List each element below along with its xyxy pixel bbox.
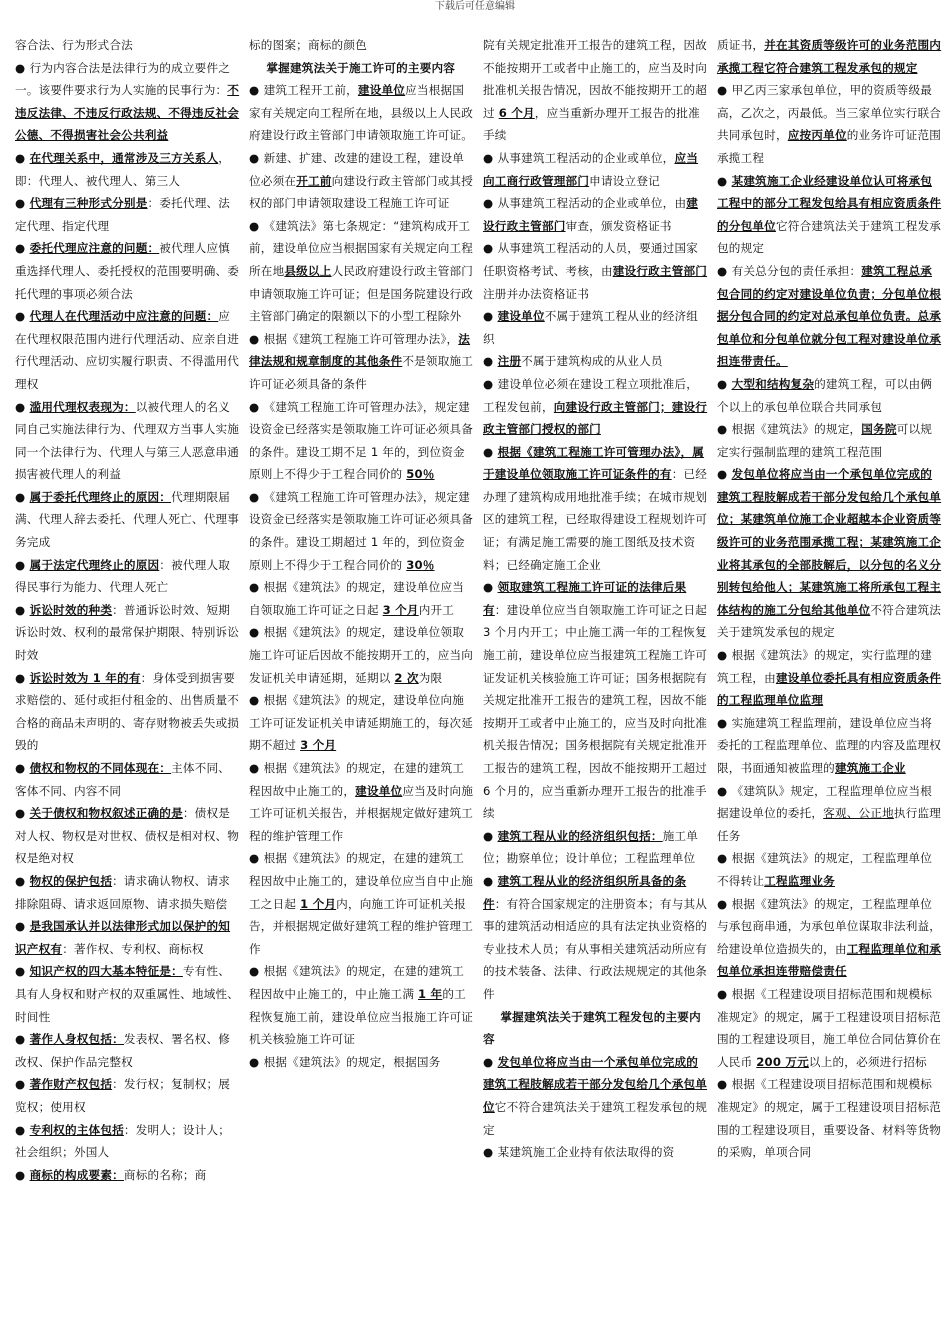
column-4 [717, 34, 942, 1334]
paragraph [717, 260, 942, 373]
paragraph-text: ，即：代理人、被代理人、第三人 [15, 150, 231, 188]
emphasized-text: 不违反法律、不违反行政法规、不得违反社会公德、不得损害社会公共利益 [15, 83, 240, 143]
paragraph-text: 《建筑工程施工许可管理办法》，规定建设资金已经落实是领取施工许可证必须具备的条件。建设工期超过 1 年的，到位资金原则上不得少于工程合同价的 [249, 489, 474, 572]
paragraph-text: 的建筑工程，可以由俩个以上的承包单位联合共同承包 [717, 376, 933, 414]
paragraph [15, 870, 240, 915]
paragraph [483, 192, 708, 237]
paragraph-text: 为限 [418, 670, 443, 685]
paragraph-text: 行为内容合法是法律行为的成立要件之一。该要件要求行为人实施的民事行为： [15, 60, 231, 98]
paragraph-text: ：有符合国家规定的注册资本；有与其从事的建筑活动相适应的具有法定执业资格的专业技术人员；有从事相关建筑活动所应有的技术装备、法律、行政法规规定的其他条件 [483, 896, 708, 1001]
paragraph-text: 以被代理人的名义同自己实施法律行为、代理双方当事人实施同一个法律行为、代理人与第三人恶意串通损害被代理人的利益 [15, 399, 240, 482]
paragraph-text: 代理期限届满、代理人辞去委托、代理人死亡、代理事务完成 [15, 489, 240, 550]
paragraph-text: 建设单位必须在建设工程立项批准后，工程发包前， [483, 376, 699, 414]
paragraph-text: 审查，颁发资格证书 [565, 218, 672, 233]
paragraph-text: 它不符合建筑法关于建筑工程发承包的规定 [483, 1099, 708, 1137]
paragraph [717, 463, 942, 644]
paragraph-text: 人民政府建设行政主管部门申请领取施工许可证；但是国务院建设行政主管部门确定的限额以下的小型工程除外 [249, 263, 474, 324]
columns-container [15, 34, 942, 1334]
paragraph [717, 780, 942, 848]
paragraph [717, 34, 942, 79]
paragraph-text: 它符合建筑法关于建筑工程发承包的规定 [717, 218, 942, 256]
emphasized-text: 并在其资质等级许可的业务范围内承揽工程它符合建筑工程发承包的规定 [717, 38, 942, 75]
paragraph-text: 申请设立登记 [589, 173, 660, 188]
paragraph-text: 不属于建筑工程从业的经济组织 [483, 309, 699, 346]
paragraph [483, 147, 708, 192]
paragraph-text: 根据《建筑工程施工许可管理办法》， [263, 331, 459, 346]
paragraph-text: 根据《工程建设项目招标范围和规模标准规定》的规定，属于工程建设项目招标范围的工程建设项目，施工单位合同估算价在人民币 [717, 986, 942, 1069]
paragraph-text: ：身体受到损害要求赔偿的、延付或拒付租金的、出售质量不合格的商品未声明的、寄存财物被丢失或损毁的 [15, 670, 240, 753]
paragraph-text: 《建筑法》第七条规定：“建筑构成开工前，建设单位应当根据国家有关规定向工程所在地 [249, 218, 474, 278]
paragraph [249, 79, 474, 147]
paragraph [483, 1051, 708, 1141]
emphasized-text: 是我国承认并以法律形式加以保护的知识产权有 [15, 919, 231, 956]
paragraph [15, 1073, 240, 1118]
paragraph-text: 根据《建筑法》的规定， [731, 422, 862, 437]
emphasized-text: 应按丙单位 [787, 128, 847, 143]
paragraph-text: 商标的名称；商 [123, 1167, 207, 1182]
emphasized-text: 知识产权的四大基本特征是： [29, 964, 183, 979]
emphasized-text: 建设单位委托具有相应资质条件的工程监理单位监理 [717, 670, 942, 708]
paragraph [717, 170, 942, 260]
paragraph [483, 1141, 708, 1164]
paragraph-text: ：发行权；复制权；展览权；使用权 [15, 1077, 231, 1114]
emphasized-text: 诉讼时效的种类 [29, 602, 113, 617]
paragraph [15, 396, 240, 486]
paragraph [15, 1028, 240, 1073]
emphasized-text: 开工前 [296, 173, 332, 188]
emphasized-text: 代理有三种形式分别是 [29, 196, 148, 211]
paragraph-text: 应当根据国家有关规定向工程所在地，县级以上人民政府建设行政主管部门申请领取施工许可证。 [249, 83, 474, 143]
emphasized-text: 50％ [406, 467, 435, 482]
paragraph [483, 305, 708, 350]
paragraph-text: 执行监理任务 [717, 806, 942, 843]
emphasized-text: 建设行政主管部门 [483, 196, 699, 233]
paragraph [15, 305, 240, 395]
paragraph [483, 34, 708, 147]
emphasized-text: 领取建筑工程施工许可证的法律后果有 [483, 580, 687, 617]
paragraph-text: 应在代理权限范围内进行代理活动、应亲自进行代理活动、应切实履行职责、不得滥用代理权 [15, 309, 240, 391]
emphasized-text: 县级以上 [284, 263, 332, 278]
paragraph-text: 建筑工程开工前， [263, 83, 358, 98]
paragraph [483, 576, 708, 825]
paragraph [15, 802, 240, 870]
paragraph [15, 237, 240, 305]
emphasized-text: 专利权的主体包括 [29, 1122, 124, 1137]
emphasized-text: 建设行政主管部门 [612, 263, 708, 278]
section-heading [249, 57, 474, 80]
paragraph-text: 《建筑工程施工许可管理办法》，规定建设资金已经落实是领取施工许可证必须具备的条件。建设工期不足 1 年的，到位资金原则上不得少于工程合同价的 [249, 399, 474, 482]
paragraph-text: ：普通诉讼时效、短期诉讼时效、权利的最常保护期限、特别诉讼时效 [15, 602, 240, 663]
emphasized-text: 在代理关系中，通常涉及三方关系人 [29, 150, 219, 165]
paragraph [15, 57, 240, 147]
emphasized-text: 发包单位将应当由一个承包单位完成的建筑工程肢解成若干部分发包给几个承包单位 [483, 1054, 708, 1114]
emphasized-text: 3 个月 [382, 602, 419, 617]
section-heading [483, 1006, 708, 1051]
paragraph-text: 不是领取施工许可证必须具备的条件 [249, 354, 474, 391]
paragraph [15, 192, 240, 237]
paragraph [717, 847, 942, 892]
paragraph [717, 644, 942, 712]
paragraph [15, 757, 240, 802]
paragraph [249, 147, 474, 215]
emphasized-text: 著作财产权包括 [29, 1077, 113, 1092]
emphasized-text: 滥用代理权表现为： [29, 399, 136, 414]
paragraph [483, 373, 708, 441]
paragraph-text: 不属于建筑构成的从业人员 [521, 354, 663, 369]
paragraph [249, 34, 474, 57]
paragraph-text: 内，向施工许可证机关报告，并根据规定做好建筑工程的维护管理工作 [249, 896, 474, 956]
emphasized-text: 诉讼时效为 1 年的有 [29, 670, 141, 685]
paragraph [249, 328, 474, 396]
paragraph-text: 容合法、行为形式合法 [15, 38, 133, 52]
paragraph [717, 712, 942, 780]
paragraph-text: 根据《建筑法》的规定，在建的建筑工程因故中止施工的，建设单位应当自中止施工之日起 [249, 851, 474, 911]
emphasized-text: 法律法规和规章制度的其他条件 [249, 331, 471, 369]
paragraph-text: 根据《建筑法》的规定，建设单位领取施工许可证后因故不能按期开工的，应当向发证机关申请延期，延期以 [249, 625, 474, 685]
paragraph-text: 根据《建筑法》的规定，工程监理单位不得转让 [717, 851, 933, 888]
paragraph-text: 根据《建筑法》的规定，建设单位应当自领取施工许可证之日起 [249, 580, 465, 617]
paragraph [249, 576, 474, 621]
paragraph-text: 某建筑施工企业持有依法取得的资 [497, 1145, 675, 1160]
emphasized-text: 物权的保护包括 [29, 873, 113, 888]
emphasized-text: 建设单位 [357, 83, 406, 98]
paragraph [15, 486, 240, 554]
paragraph-text: 不符合建筑法关于建筑发承包的规定 [717, 602, 942, 640]
paragraph [249, 1051, 474, 1074]
paragraph [483, 237, 708, 305]
column-2 [249, 34, 474, 1334]
paragraph-text: 专有性、具有人身权和财产权的双重属性、地域性、时间性 [15, 964, 240, 1024]
paragraph-text: 发表权、署名权、修改权、保护作品完整权 [15, 1032, 231, 1069]
paragraph [483, 870, 708, 1006]
paragraph-text: 质证书， [717, 38, 765, 52]
paragraph-text: 注册并办法资格证书 [483, 286, 590, 301]
paragraph [249, 689, 474, 757]
emphasized-text: 属于委托代理终止的原因： [29, 489, 172, 504]
paragraph [249, 621, 474, 689]
emphasized-text: 工程监理业务 [764, 873, 835, 888]
emphasized-text: 1 年 [418, 986, 443, 1001]
emphasized-text: 应当向工商行政管理部门 [483, 150, 699, 188]
emphasized-text: 200 万元 [756, 1054, 809, 1069]
paragraph-text: 的工程恢复施工前，建设单位应当报施工许可证机关核验施工许可证 [249, 986, 474, 1047]
emphasized-text: 属于法定代理终止的原因 [29, 557, 160, 572]
emphasized-text: 建筑施工企业 [834, 761, 906, 775]
emphasized-text: 发包单位将应当由一个承包单位完成的建筑工程肢解成若干部分发包给几个承包单位；某建筑单位施工企业超越本企业资质等级许可的业务范围承揽工程；某建筑施工企业将其承包的全部肢解后，以分包的名义分别转包给他人；某建筑施工将所承包工程主体结构的施工分包给其他单位 [717, 467, 942, 617]
emphasized-text: 30％ [406, 557, 435, 572]
paragraph-text: 从事建筑工程活动的人员，要通过国家任职资格考试、考核，由 [483, 241, 699, 278]
emphasized-text: 委托代理应注意的问题： [29, 241, 160, 256]
paragraph-text: 根据《建筑法》的规定，工程监理单位与承包商串通，为承包单位谋取非法利益，给建设单位造损失的，由 [717, 896, 942, 956]
paragraph-text: 掌握建筑法关于施工许可的主要内容 [266, 60, 456, 75]
paragraph-text: 根据《建筑法》的规定，根据国务 [263, 1054, 441, 1069]
paragraph-text: ：请求确认物权、请求排除阻碍、请求返回原物、请求损失赔偿 [15, 873, 231, 911]
paragraph [15, 147, 240, 192]
emphasized-text: 6 个月 [498, 105, 535, 120]
paragraph-text: 根据《工程建设项目招标范围和规模标准规定》的规定，属于工程建设项目招标范围的工程建设项目，重要设备、材料等货物的采购，单项合同 [717, 1077, 942, 1160]
paragraph [717, 79, 942, 169]
paragraph-text: 被代理人应慎重选择代理人、委托授权的范围要明确、委托代理的事项必须合法 [15, 241, 240, 301]
paragraph [717, 1073, 942, 1163]
paragraph-text: 从事建筑工程活动的企业或单位，由 [497, 196, 687, 211]
emphasized-text: 客观、公正地 [823, 806, 894, 821]
paragraph [15, 599, 240, 667]
column-3 [483, 34, 708, 1334]
emphasized-text: 建筑工程从业的经济组织所具备的条件 [483, 873, 687, 911]
emphasized-text: 注册 [497, 354, 522, 369]
paragraph-text: ：委托代理、法定代理、指定代理 [15, 196, 231, 233]
paragraph [15, 1164, 240, 1187]
paragraph [15, 960, 240, 1028]
paragraph [483, 350, 708, 373]
paragraph-text: 有关总分包的责任承担： [731, 263, 862, 278]
emphasized-text: 著作人身权包括： [29, 1032, 124, 1047]
emphasized-text: 商标的构成要素： [29, 1167, 124, 1182]
paragraph-text: 应当及时向施工许可证机关报告，并根据规定做好建筑工程的维护管理工作 [249, 783, 474, 843]
paragraph-text: 《建筑队》规定，工程监理单位应当根据建设单位的委托， [717, 783, 933, 821]
paragraph-text: 根据《建筑法》的规定，建设单位向施工许可证发证机关申请延期施工的，每次延期不超过 [249, 693, 474, 753]
paragraph [249, 396, 474, 486]
paragraph-text: ：发明人；设计人；社会组织；外国人 [15, 1122, 231, 1160]
emphasized-text: 建设单位 [355, 783, 403, 798]
paragraph [15, 667, 240, 757]
paragraph [249, 847, 474, 960]
paragraph-text: 从事建筑工程活动的企业或单位， [497, 150, 675, 165]
paragraph-text: 院有关规定批准开工报告的建筑工程，因故不能按期开工或者中止施工的，应当及时向批准机关报告情况，因故不能按期开工的超过 [483, 38, 708, 120]
paragraph-text: ：著作权、专利权、商标权 [62, 941, 204, 956]
paragraph-text: ：建设单位应当自领取施工许可证之日起 3 个月内开工；中止施工满一年的工程恢复施工前，建设单位应当报建筑工程施工许可证发证机关核验施工许可证；国务根据院有关规定批准开工报告的建筑工程，因故不能按期开工或者中止施工的，应当及时向批准机关报告情况；国务根据院有关规定批准开工报告的建筑工程，因故不能按期开工超过 6 个月的，应当重新办理开工报告的批准手续 [483, 602, 708, 821]
paragraph [15, 554, 240, 599]
emphasized-text: 根据《建筑工程施工许可管理办法》，属于建设单位领取施工许可证条件的有 [483, 444, 705, 482]
page-header: 下载后可任意编辑 [435, 1, 515, 12]
paragraph [483, 825, 708, 870]
paragraph-text: 以上的，必须进行招标 [808, 1054, 927, 1069]
paragraph [483, 441, 708, 577]
paragraph-text: 向建设行政主管部门或其授权的部门申请领取建设工程施工许可证 [249, 173, 474, 211]
paragraph-text: ，应当重新办理开工报告的批准手续 [483, 105, 700, 143]
emphasized-text: 关于债权和物权叙述正确的是 [29, 806, 183, 821]
emphasized-text: 工程监理单位和承包单位承担连带赔偿责任 [717, 941, 942, 979]
paragraph [15, 1119, 240, 1164]
paragraph [15, 34, 240, 57]
column-1 [15, 34, 240, 1334]
paragraph [717, 373, 942, 418]
paragraph [717, 983, 942, 1073]
emphasized-text: 国务院 [861, 422, 897, 437]
paragraph-text: ：债权是对人权、物权是对世权、债权是相对权、物权是绝对权 [15, 806, 240, 866]
paragraph-text: ：被代理人取得民事行为能力、代理人死亡 [15, 557, 231, 595]
emphasized-text: 建筑工程总承包合同的约定对建设单位负责；分包单位根据分包合同的约定对总承包单位负责。总承包单位和分包单位就分包工程对建设单位承担连带责任。 [717, 263, 942, 369]
paragraph-text: 内开工 [418, 602, 455, 617]
paragraph [249, 486, 474, 576]
paragraph-text: 主体不同、客体不同、内容不同 [15, 761, 231, 798]
paragraph [249, 757, 474, 847]
emphasized-text: 某建筑施工企业经建设单位认可将承包工程中的部分工程发包给具有相应资质条件的分包单位 [717, 173, 942, 233]
paragraph [249, 960, 474, 1050]
paragraph-text: 掌握建筑法关于建筑工程发包的主要内容 [483, 1009, 701, 1047]
emphasized-text: 3 个月 [300, 738, 337, 753]
paragraph [717, 893, 942, 983]
emphasized-text: 建筑工程从业的经济组织包括： [497, 828, 663, 843]
emphasized-text: 建设单位 [497, 309, 545, 324]
emphasized-text: 2 次 [394, 670, 419, 685]
paragraph-text: 根据《建筑法》的规定，实行监理的建筑工程，由 [717, 648, 933, 685]
paragraph [249, 215, 474, 328]
paragraph-text: 甲乙丙三家承包单位，甲的资质等级最高，乙次之，丙最低。当三家单位实行联合共同承包时， [717, 83, 942, 143]
emphasized-text: 债权和物权的不同体现在： [29, 761, 172, 775]
paragraph-text: 实施建筑工程监理前，建设单位应当将委托的工程监理单位、监理的内容及监理权限，书面通知被监理的 [717, 715, 942, 775]
emphasized-text: 1 个月 [300, 896, 337, 911]
emphasized-text: 大型和结构复杂 [731, 376, 815, 391]
paragraph-text: 标的图案；商标的颜色 [249, 38, 367, 52]
paragraph [15, 915, 240, 960]
paragraph-text: 可以规定实行强制监理的建筑工程范围 [717, 422, 933, 459]
paragraph-text: 新建、扩建、改建的建设工程，建设单位必须在 [249, 150, 465, 188]
paragraph-text: 根据《建筑法》的规定，在建的建筑工程因故中止施工的， [249, 761, 465, 798]
emphasized-text: 代理人在代理活动中应注意的问题： [29, 309, 219, 324]
paragraph [717, 418, 942, 463]
emphasized-text: 向建设行政主管部门；建设行政主管部门授权的部门 [483, 399, 708, 437]
paragraph-text: 的业务许可证范围承揽工程 [717, 128, 942, 165]
paragraph-text: 根据《建筑法》的规定，在建的建筑工程因故中止施工的，中止施工满 [249, 964, 465, 1001]
paragraph-text: ：已经办理了建筑构成用地批准手续；在城市规划区的建筑工程，已经取得建设工程规划许可证；有满足施工需要的施工图纸及技术资料；已经确定施工企业 [483, 467, 708, 572]
paragraph-text: 施工单位；勘察单位；设计单位；工程监理单位 [483, 828, 699, 866]
